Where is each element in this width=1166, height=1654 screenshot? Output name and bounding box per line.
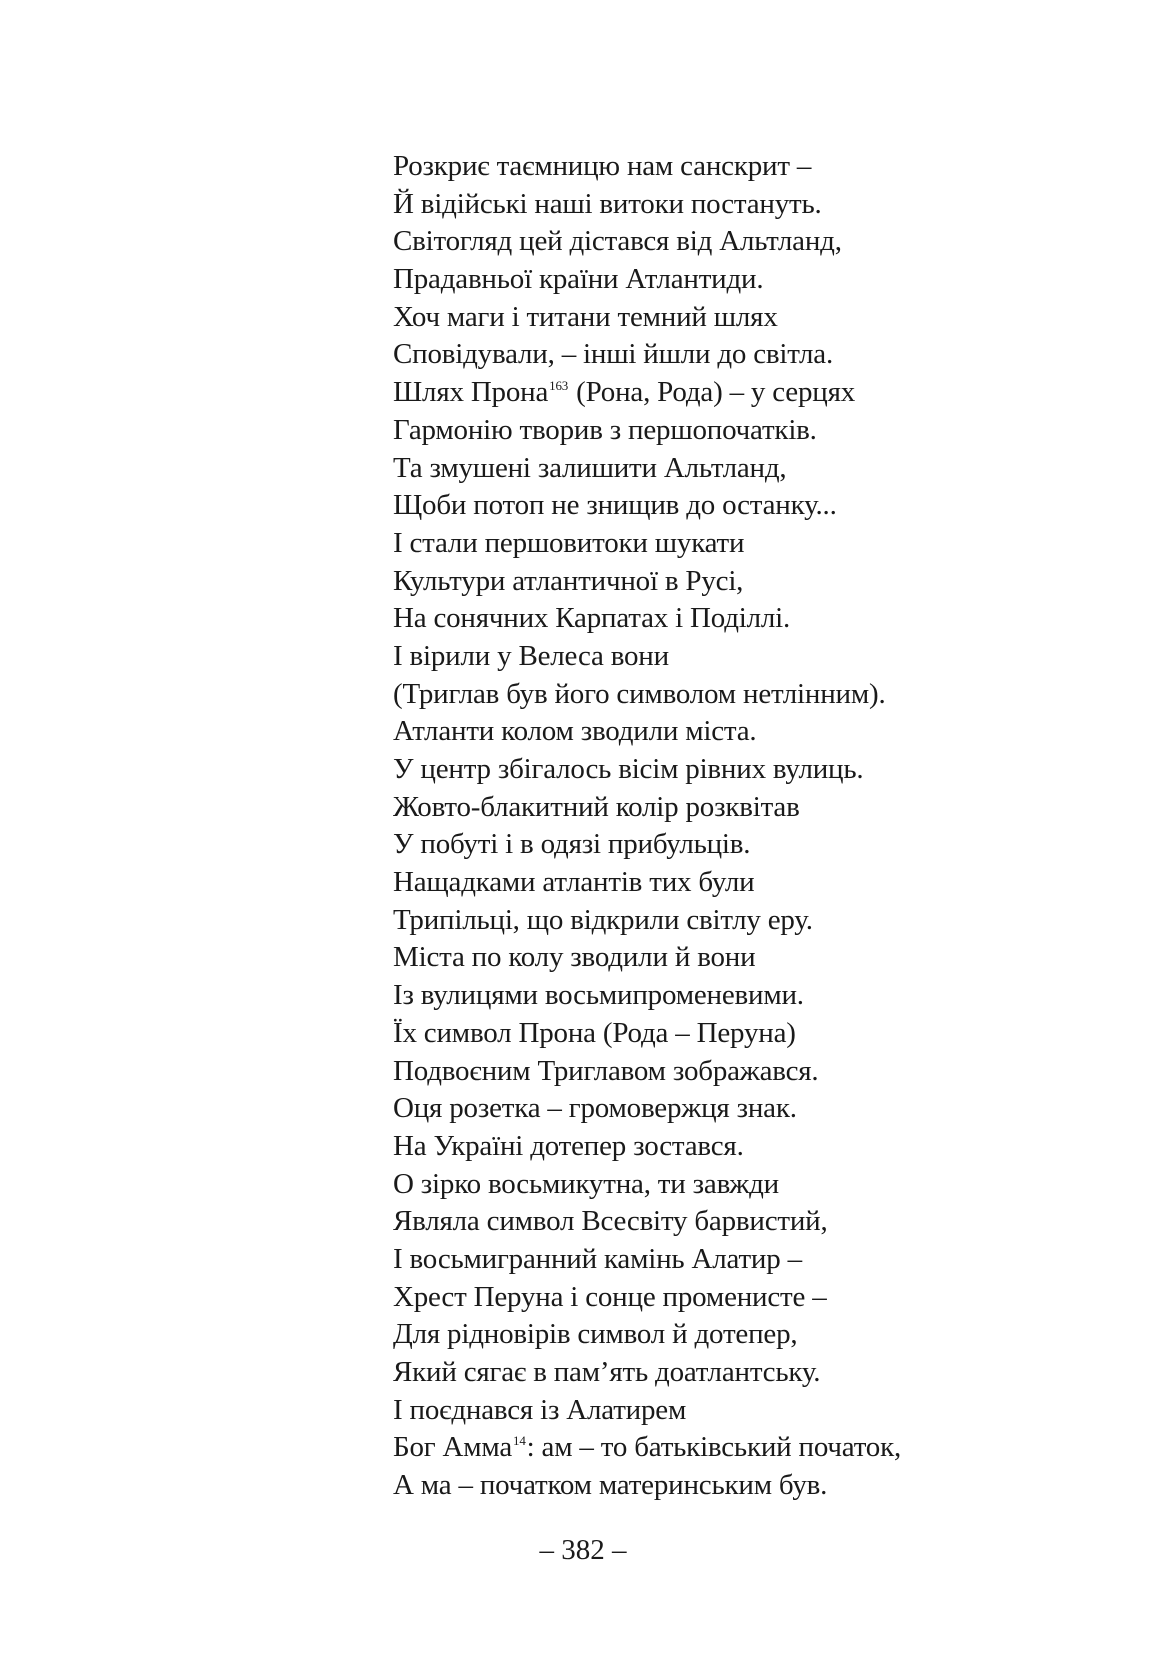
poem-line: Й відійські наші витоки постануть. [393, 187, 822, 220]
poem-line-text: Бог Амма [393, 1431, 513, 1464]
poem-line: Жовто-блакитний колір розквітав [393, 790, 800, 823]
poem-line [393, 1429, 1093, 1467]
poem-line: На Україні дотепер зостався. [393, 1129, 744, 1162]
page-number: – 382 – [539, 1534, 627, 1566]
poem-line: (Триглав був його символом нетлінним). [393, 677, 886, 710]
poem-line: І поєднався із Алатирем [393, 1393, 687, 1426]
poem-line: Хоч маги і титани темний шлях [393, 300, 778, 333]
poem-line: Розкриє таємницю нам санскрит – [393, 150, 812, 182]
poem-line: Міста по колу зводили й вони [393, 941, 756, 974]
poem-line: Їх символ Прона (Рода – Перуна) [393, 1016, 796, 1049]
poem-line: На сонячних Карпатах і Поділлі. [393, 602, 791, 635]
poem-text [393, 148, 1093, 1505]
poem-line: Із вулицями восьмипроменевими. [393, 979, 804, 1012]
poem-line: Нащадками атлантів тих були [393, 866, 755, 899]
poem-line: Світогляд цей дістався від Альтланд, [393, 225, 842, 258]
poem-line-text: (Рона, Рода) – у серцях [569, 376, 856, 409]
footnote-marker[interactable]: 14 [513, 1433, 526, 1449]
poem-line: І стали першовитоки шукати [393, 526, 745, 559]
poem-line: І восьмигранний камінь Алатир – [393, 1242, 802, 1275]
poem-line: Культури атлантичної в Русі, [393, 564, 744, 597]
poem-line: У центр збігалось вісім рівних вулиць. [393, 753, 864, 785]
poem-line-text: : ам – то батьківський початок, [526, 1431, 902, 1464]
poem-line: Оця розетка – громовержця знак. [393, 1092, 797, 1125]
poem-line: Для рідновірів символ й дотепер, [393, 1318, 798, 1351]
poem-line: Атланти колом зводили міста. [393, 715, 757, 748]
poem-line: Сповідували, – інші йшли до світла. [393, 338, 834, 371]
poem-line: Гармонію творив з першопочатків. [393, 413, 817, 446]
poem-line: А ма – початком материнським був. [393, 1469, 828, 1502]
poem-line: Який сягає в пам’ять доатлантську. [393, 1356, 821, 1388]
poem-line [393, 374, 1093, 412]
poem-line: Трипільці, що відкрили світлу еру. [393, 903, 813, 936]
poem-line: Та змушені залишити Альтланд, [393, 451, 787, 484]
poem-line: Являла символ Всесвіту барвистий, [393, 1205, 828, 1238]
poem-line: Подвоєним Триглавом зображався. [393, 1054, 819, 1087]
poem-line: Хрест Перуна і сонце променисте – [393, 1280, 827, 1313]
poem-line: Прадавньої країни Атлантиди. [393, 263, 764, 296]
poem-line-text: Шлях Прона [393, 376, 549, 409]
poem-line: О зірко восьмикутна, ти завжди [393, 1167, 779, 1200]
poem-line: У побуті і в одязі прибульців. [393, 828, 751, 861]
poem-line: І вірили у Велеса вони [393, 639, 669, 672]
footnote-marker[interactable]: 163 [549, 378, 569, 394]
poem-line: Щоби потоп не знищив до останку... [393, 489, 837, 522]
